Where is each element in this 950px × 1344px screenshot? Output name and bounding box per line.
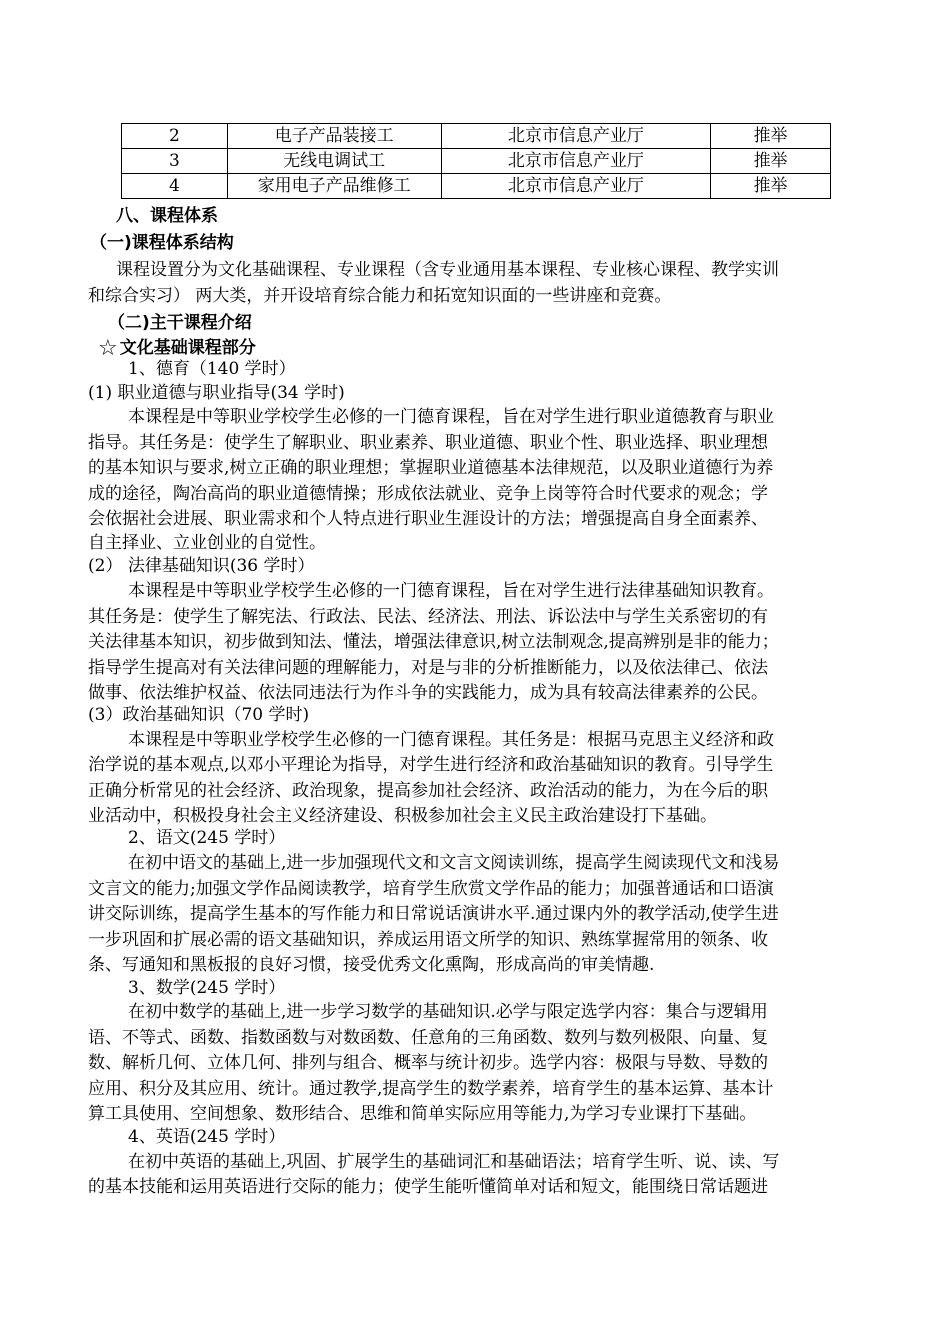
paragraph-line: 做事、依法维护权益、依法同违法行为作斗争的实践能力，成为具有较高法律素养的公民。 — [88, 683, 768, 703]
course-heading: 4、英语(245 学时） — [128, 1127, 286, 1147]
course-heading: 3、数学(245 学时） — [128, 978, 286, 998]
table-cell-method: 推举 — [711, 124, 831, 149]
paragraph-line: 关法律基本知识，初步做到知法、懂法，增强法律意识,树立法制观念,提高辨别是非的能力； — [88, 632, 779, 652]
paragraph-line: 自主择业、立业创业的自觉性。 — [88, 533, 326, 553]
subsection-heading: （二)主干课程介绍 — [108, 313, 252, 333]
paragraph-line: 本课程是中等职业学校学生必修的一门德育课程。其任务是：根据马克思主义经济和政 — [128, 730, 774, 750]
course-heading: 2、语文(245 学时） — [128, 828, 286, 848]
table-cell-method: 推举 — [711, 149, 831, 174]
table-cell-method: 推举 — [711, 174, 831, 199]
paragraph-line: 的基本技能和运用英语进行交际的能力；使学生能听懂简单对话和短文，能围绕日常话题进 — [88, 1177, 768, 1197]
paragraph-line: 其任务是：使学生了解宪法、行政法、民法、经济法、刑法、诉讼法中与学生关系密切的有 — [88, 607, 768, 627]
certificate-table — [121, 123, 831, 199]
table-cell-authority: 北京市信息产业厅 — [441, 174, 711, 199]
paragraph-line: 条、写通知和黑板报的良好习惯，接受优秀文化熏陶，形成高尚的审美情趣. — [88, 955, 655, 975]
table-cell-index: 4 — [122, 174, 228, 199]
table-cell-index: 2 — [122, 124, 228, 149]
subsection-heading: （一)课程体系结构 — [90, 233, 234, 253]
paragraph-line: 本课程是中等职业学校学生必修的一门德育课程，旨在对学生进行法律基础知识教育。 — [128, 581, 774, 601]
paragraph-line: 业活动中，积极投身社会主义经济建设、积极参加社会主义民主政治建设打下基础。 — [88, 806, 717, 826]
paragraph-line: 正确分析常见的社会经济、政治现象，提高参加社会经济、政治活动的能力，为在今后的职 — [88, 781, 768, 801]
paragraph-line: 算工具使用、空间想象、数形结合、思维和简单实际应用等能力,为学习专业课打下基础。 — [88, 1104, 757, 1124]
table-cell-authority: 北京市信息产业厅 — [441, 124, 711, 149]
table-cell-authority: 北京市信息产业厅 — [441, 149, 711, 174]
table-cell-index: 3 — [122, 149, 228, 174]
paragraph-line: 文言文的能力;加强文学作品阅读教学，培育学生欣赏文学作品的能力；加强普通话和口语演 — [88, 879, 774, 899]
subcourse-heading: (1) 职业道德与职业指导(34 学时) — [88, 383, 345, 403]
course-heading: 1、德育（140 学时） — [128, 359, 296, 379]
section-heading: 八、课程体系 — [116, 206, 218, 226]
table-cell-job: 无线电调试工 — [227, 149, 441, 174]
paragraph-line: 在初中英语的基础上,巩固、扩展学生的基础词汇和基础语法；培育学生听、说、读、写 — [128, 1152, 780, 1172]
table-cell-job: 家用电子产品维修工 — [227, 174, 441, 199]
paragraph-line: 成的途径，陶冶高尚的职业道德情操；形成依法就业、竞争上岗等符合时代要求的观念；学 — [88, 484, 768, 504]
paragraph-line: 一步巩固和扩展必需的语文基础知识，养成运用语文所学的知识、熟练掌握常用的领条、收 — [88, 930, 768, 950]
paragraph-line: 的基本知识与要求,树立正确的职业理想；掌握职业道德基本法律规范，以及职业道德行为养 — [88, 458, 774, 478]
subcourse-heading: (3）政治基础知识（70 学时) — [88, 705, 310, 725]
star-icon: ☆ — [98, 336, 118, 361]
category-heading-text: 文化基础课程部分 — [119, 338, 256, 358]
paragraph-line: 和综合实习） 两大类，并开设培育综合能力和拓宽知识面的一些讲座和竞赛。 — [88, 286, 672, 306]
paragraph-line: 指导。其任务是：使学生了解职业、职业素养、职业道德、职业个性、职业选择、职业理想 — [88, 433, 768, 453]
paragraph-line: 课程设置分为文化基础课程、专业课程（含专业通用基本课程、专业核心课程、教学实训 — [116, 260, 779, 280]
paragraph-line: 讲交际训练，提高学生基本的写作能力和日常说话演讲水平.通过课内外的教学活动,使学生进 — [88, 904, 779, 924]
paragraph-line: 在初中数学的基础上,进一步学习数学的基础知识.必学与限定选学内容：集合与逻辑用 — [128, 1002, 768, 1022]
paragraph-line: 数、解析几何、立体几何、排列与组合、概率与统计初步。选学内容：极限与导数、导数的 — [88, 1053, 768, 1073]
table-row — [122, 149, 831, 174]
paragraph-line: 在初中语文的基础上,进一步加强现代文和文言文阅读训练，提高学生阅读现代文和浅易 — [128, 853, 780, 873]
table-row — [122, 124, 831, 149]
paragraph-line: 应用、积分及其应用、统计。通过教学,提高学生的数学素养，培育学生的基本运算、基本计 — [88, 1079, 774, 1099]
table-row — [122, 174, 831, 199]
table-cell-job: 电子产品装接工 — [227, 124, 441, 149]
paragraph-line: 本课程是中等职业学校学生必修的一门德育课程，旨在对学生进行职业道德教育与职业 — [128, 407, 774, 427]
paragraph-line: 治学说的基本观点,以邓小平理论为指导，对学生进行经济和政治基础知识的教育。引导学生 — [88, 755, 774, 775]
subcourse-heading: (2） 法律基础知识(36 学时） — [88, 556, 315, 576]
paragraph-line: 语、不等式、函数、指数函数与对数函数、任意角的三角函数、数列与数列极限、向量、复 — [88, 1028, 768, 1048]
paragraph-line: 会依据社会进展、职业需求和个人特点进行职业生涯设计的方法；增强提高自身全面素养、 — [88, 509, 768, 529]
paragraph-line: 指导学生提高对有关法律问题的理解能力，对是与非的分析推断能力，以及依法律己、依法 — [88, 658, 768, 678]
